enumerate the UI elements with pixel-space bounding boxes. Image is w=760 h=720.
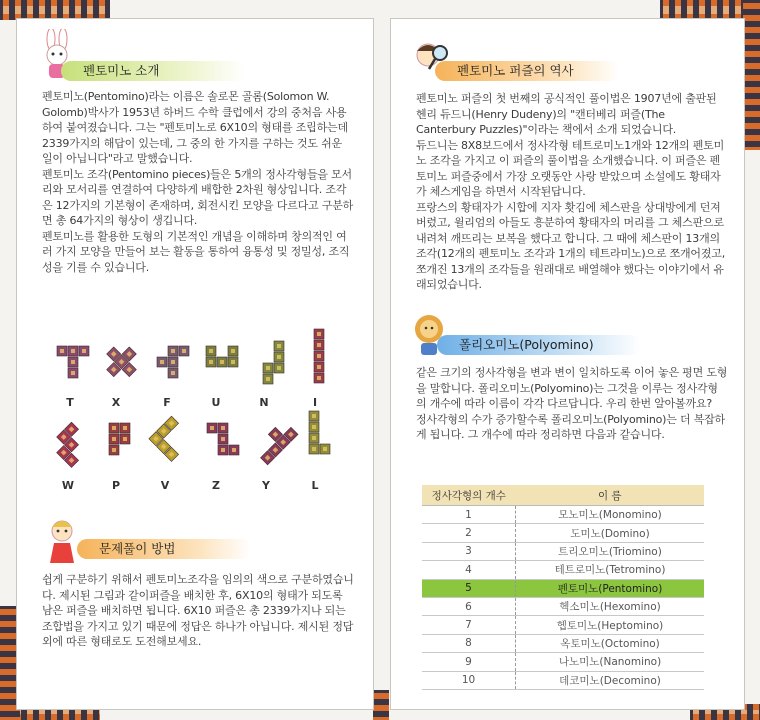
history-section-title: 펜토미노 퍼즐의 역사 [435,61,619,81]
polyomino-table [422,485,704,690]
row-name: 헥소미노(Hexomino) [516,597,705,615]
row-count: 4 [422,561,516,579]
row-name: 나노미노(Nanomino) [516,653,705,671]
piece-label: U [211,396,221,409]
row-name: 헵토미노(Heptomino) [516,616,705,634]
girl-character-icon [45,517,79,573]
table-row [422,506,704,524]
pentomino-t-piece [57,346,90,383]
intro-paragraph: 펜토미노(Pentomino)라는 이름은 솔로몬 골롬(Solomon W. Golomb)박사가 1953년 하버드 수학 클럽에서 강의 중처음 사용하여 붙여졌습니다. 그는 "펜토미노로 6X10의 형태를 조립하는데 2339가지의 해답이 있는데, 그 중의 한 가지를 구하는 것도 쉬운 일이 아닙니다"라고 말했습니다. [42,90,348,165]
intro-section-title: 펜토미노 소개 [61,61,245,81]
table-row [422,597,704,615]
history-paragraph: 펜토미노 퍼즐의 첫 번째의 공식적인 풀이법은 1907년에 출판된 헨리 듀드니(Henry Dudeny)의 "캔터베리 퍼즐(The Canterbury Puzzles)"이라는 책에서 소개 되었습니다. [416,92,717,136]
table-header-row [422,485,704,506]
row-name: 데코미노(Decomino) [516,671,705,689]
history-text [416,91,728,293]
piece-label: T [66,396,74,409]
polyomino-section-title: 폴리오미노(Polyomino) [437,335,641,355]
row-count: 10 [422,671,516,689]
table-row [422,542,704,560]
table-row [422,561,704,579]
polyomino-paragraph: 정사각형의 수가 증가할수록 폴리오미노(Polyomino)는 더 복잡하게 됩니다. 그 개수에 따라 정리하면 다음과 같습니다. [416,412,725,441]
pentomino-v-piece [155,423,188,460]
top-border-left [0,0,110,20]
table-row [422,616,704,634]
row-count: 9 [422,653,516,671]
row-count: 3 [422,542,516,560]
polyomino-paragraph: 같은 크기의 정사각형을 변과 변이 일치하도록 이어 놓은 평면 도형을 말합니다. 폴리오미노(Polyomino)는 그것을 이루는 정사각형의 개수에 따라 이름이 각각 다르답니다. 우리 한번 알아볼까요? [416,366,728,410]
left-page [16,18,374,710]
right-page [390,18,745,710]
pentomino-w-piece [55,429,88,466]
pentomino-l-piece [309,411,331,459]
pentomino-u-piece [206,346,239,372]
row-name: 트리오미노(Triomino) [516,542,705,560]
table-header-name: 이 름 [516,485,705,506]
table-row [422,579,704,597]
table-row [422,653,704,671]
row-count: 5 [422,579,516,597]
row-count: 7 [422,616,516,634]
pentomino-n-piece [263,341,285,389]
right-side-border [743,0,760,150]
polyomino-text [416,365,728,443]
intro-paragraph: 펜토미노를 활용한 도형의 기본적인 개념을 이해하며 창의적인 여러 가지 모양을 만들어 보는 활동을 통하여 융통성 및 정밀성, 조직성을 기를 수 있습니다. [42,229,350,274]
piece-label: X [111,396,121,409]
row-name: 도미노(Domino) [516,524,705,542]
pentomino-z-piece [207,423,240,460]
intro-paragraph: 펜토미노 조각(Pentomino pieces)들은 5개의 정사각형들을 모서리와 모서리를 연결하여 다양하게 배합한 2차원 형상입니다. 조각은 12가지의 기본형이 존재하며, 회전시킨 모양을 다르다고 구분하면 총 64가지의 형상이 생깁니다. [42,167,354,227]
piece-label: L [311,479,319,492]
history-paragraph: 듀드니는 8X8보드에서 정사각형 테트로미노1개와 12개의 펜토미노 조각을 가지고 이 퍼즐의 풀이법을 소개했습니다. 이 퍼즐은 펜토미노 퍼즐중에서 가장 오랫동안 사랑 받았으며 소설에도 황태자가 체스게임을 하면서 시작된답니다. [416,138,725,198]
history-paragraph: 프랑스의 황태자가 시합에 지자 홧김에 체스판을 상대방에게 던져버렸고, 윌리엄의 아들도 흥분하여 황태자의 머리를 그 체스판으로 내려쳐 깨뜨리는 보복을 했다고 합니다. 그 때에 체스판이 13개의 조각(12개의 펜토미노 조각과 1개의 테트라미노)으로 쪼개어졌고, 쪼개진 13개의 조각들을 원래대로 배열해야 했다는 이야기에서 유래되었습니다. [416,200,726,291]
pentomino-y-piece [255,417,288,465]
piece-label: Y [262,479,270,492]
pentomino-p-piece [109,423,131,460]
table-row [422,671,704,689]
table-row [422,634,704,652]
row-name: 모노미노(Monomino) [516,506,705,524]
row-count: 1 [422,506,516,524]
row-count: 8 [422,634,516,652]
row-name: 펜토미노(Pentomino) [516,579,705,597]
piece-label: I [312,396,318,409]
method-text: 쉽게 구분하기 위해서 펜토미노조각을 임의의 색으로 구분하였습니다. 제시된 그림과 같이퍼즐을 배치한 후, 6X10의 형태가 되도록 남은 퍼즐을 배치하면 됩니다. 6X10 퍼즐은 총 2339가지나 되는 조합법을 가지고 있기 때문에 정답은 하나가 아닙니다. 제시된 정답외에 따른 형태로도 도전해보세요. [42,573,354,648]
intro-text [42,89,354,275]
table-row [422,524,704,542]
pentomino-i-piece [314,329,325,388]
piece-label: N [259,396,269,409]
pentomino-x-piece [105,346,138,383]
piece-label: P [111,479,121,492]
center-border [373,690,389,720]
piece-label: Z [212,479,220,492]
pentomino-f-piece [157,346,190,383]
piece-label: W [61,479,75,492]
piece-label: V [160,479,170,492]
row-name: 테트로미노(Tetromino) [516,561,705,579]
method-section-title: 문제풀이 방법 [77,539,251,559]
piece-label: F [163,396,171,409]
row-name: 옥토미노(Octomino) [516,634,705,652]
row-count: 2 [422,524,516,542]
row-count: 6 [422,597,516,615]
table-header-count: 정사각형의 개수 [422,485,516,506]
